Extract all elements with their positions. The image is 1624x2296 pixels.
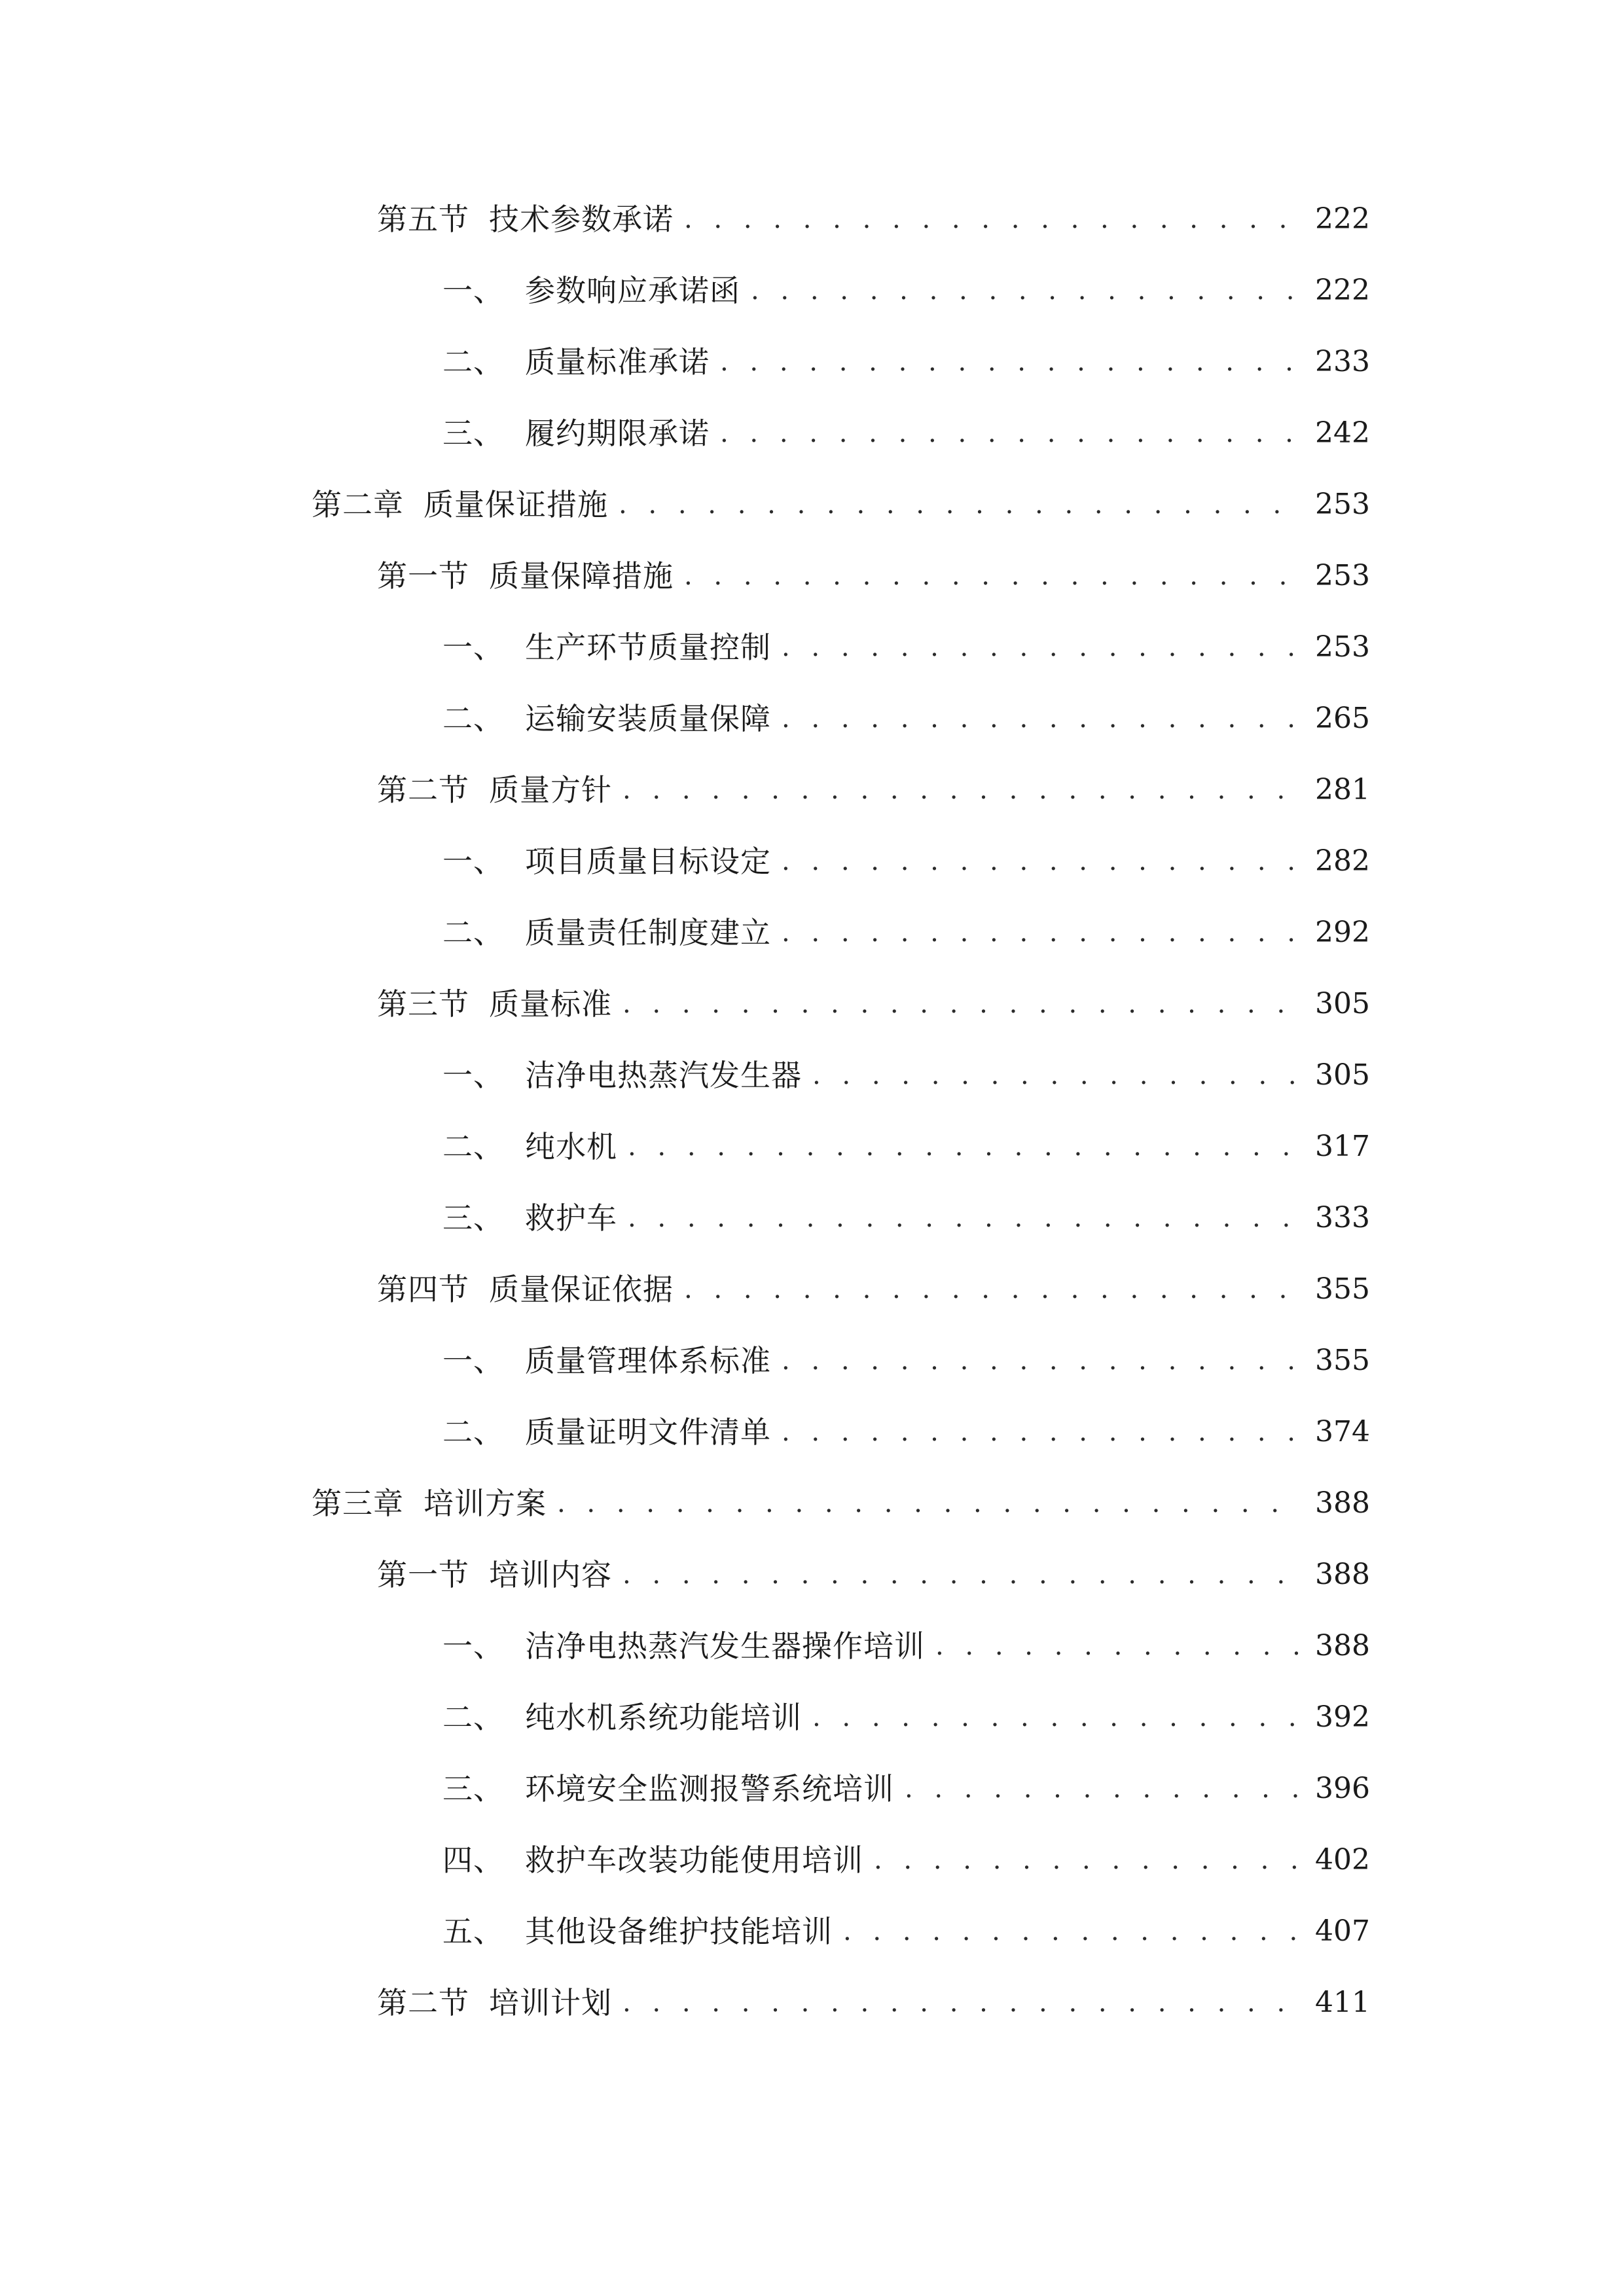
toc-entry-page-number: 281: [1315, 773, 1370, 806]
toc-entry-number: 第四节: [377, 1272, 469, 1307]
dot-leader: [782, 910, 1301, 956]
toc-entry-title: 技术参数承诺: [489, 202, 674, 237]
toc-entry-title: 培训内容: [489, 1557, 612, 1592]
toc-entry-page-number: 265: [1315, 702, 1370, 735]
toc-entry-title: 质量标准承诺: [525, 344, 710, 380]
toc-entry-page-number: 233: [1315, 345, 1370, 378]
dot-leader: [751, 268, 1301, 314]
toc-entry-number: 第三节: [377, 986, 469, 1022]
toc-entry-number: 一、: [442, 630, 504, 665]
dot-leader: [874, 1837, 1301, 1883]
toc-entry-number: 第二章: [312, 487, 404, 522]
dot-leader: [782, 624, 1301, 670]
toc-entry-number: 二、: [442, 344, 504, 380]
dot-leader: [619, 482, 1301, 528]
dot-leader: [720, 339, 1301, 385]
toc-entry-number: 一、: [442, 273, 504, 308]
toc-entry-section[interactable]: [377, 1980, 1370, 2026]
toc-entry-section[interactable]: [377, 553, 1370, 599]
toc-entry-page-number: 317: [1315, 1130, 1370, 1163]
toc-entry-page-number: 305: [1315, 987, 1370, 1020]
toc-entry-page-number: 333: [1315, 1201, 1370, 1234]
toc-entry-number: 二、: [442, 915, 504, 950]
toc-entry-subsection[interactable]: [442, 268, 1370, 314]
dot-leader: [720, 410, 1301, 456]
dot-leader: [935, 1623, 1301, 1669]
toc-entry-title: 质量责任制度建立: [525, 915, 771, 950]
toc-entry-title: 纯水机: [525, 1129, 617, 1164]
toc-entry-section[interactable]: [377, 1266, 1370, 1312]
toc-entry-title: 质量保障措施: [489, 558, 674, 594]
dot-leader: [684, 1266, 1301, 1312]
toc-entry-page-number: 396: [1315, 1772, 1370, 1805]
toc-entry-section[interactable]: [377, 196, 1370, 242]
toc-entry-page-number: 253: [1315, 559, 1370, 592]
toc-entry-subsection[interactable]: [442, 1409, 1370, 1455]
toc-entry-section[interactable]: [377, 981, 1370, 1027]
toc-entry-subsection[interactable]: [442, 1837, 1370, 1883]
toc-entry-title: 洁净电热蒸汽发生器: [525, 1058, 802, 1093]
toc-entry-title: 质量保证措施: [424, 487, 608, 522]
toc-entry-chapter[interactable]: [312, 482, 1370, 528]
toc-entry-number: 一、: [442, 844, 504, 879]
toc-entry-title: 项目质量目标设定: [525, 844, 771, 879]
toc-entry-number: 二、: [442, 1129, 504, 1164]
toc-entry-number: 第二节: [377, 1985, 469, 2020]
toc-entry-title: 纯水机系统功能培训: [525, 1700, 802, 1735]
toc-entry-title: 质量方针: [489, 772, 612, 808]
toc-entry-title: 生产环节质量控制: [525, 630, 771, 665]
toc-entry-number: 第五节: [377, 202, 469, 237]
dot-leader: [782, 696, 1301, 742]
toc-entry-title: 救护车: [525, 1200, 617, 1236]
dot-leader: [812, 1695, 1301, 1740]
dot-leader: [628, 1195, 1301, 1241]
toc-entry-title: 参数响应承诺函: [525, 273, 740, 308]
toc-entry-title: 质量保证依据: [489, 1272, 674, 1307]
toc-entry-subsection[interactable]: [442, 339, 1370, 385]
dot-leader: [684, 553, 1301, 599]
dot-leader: [623, 1552, 1301, 1598]
toc-entry-number: 五、: [442, 1914, 504, 1949]
toc-entry-subsection[interactable]: [442, 1766, 1370, 1812]
toc-entry-page-number: 355: [1315, 1344, 1370, 1377]
toc-entry-subsection[interactable]: [442, 1195, 1370, 1241]
toc-entry-number: 二、: [442, 1700, 504, 1735]
toc-entry-subsection[interactable]: [442, 1623, 1370, 1669]
toc-entry-page-number: 282: [1315, 844, 1370, 878]
toc-entry-number: 三、: [442, 1771, 504, 1806]
toc-entry-page-number: 305: [1315, 1058, 1370, 1092]
dot-leader: [782, 1409, 1301, 1455]
toc-entry-section[interactable]: [377, 1552, 1370, 1598]
dot-leader: [812, 1052, 1301, 1098]
toc-entry-number: 二、: [442, 1414, 504, 1450]
dot-leader: [684, 196, 1301, 242]
toc-entry-number: 第三章: [312, 1486, 404, 1521]
toc-entry-title: 质量证明文件清单: [525, 1414, 771, 1450]
toc-entry-subsection[interactable]: [442, 1052, 1370, 1098]
toc-entry-page-number: 392: [1315, 1700, 1370, 1734]
dot-leader: [782, 838, 1301, 884]
toc-entry-number: 一、: [442, 1628, 504, 1664]
toc-entry-number: 一、: [442, 1058, 504, 1093]
toc-entry-page-number: 253: [1315, 488, 1370, 521]
toc-entry-subsection[interactable]: [442, 838, 1370, 884]
toc-entry-title: 环境安全监测报警系统培训: [525, 1771, 894, 1806]
toc-entry-page-number: 253: [1315, 630, 1370, 664]
dot-leader: [623, 981, 1301, 1027]
toc-entry-number: 四、: [442, 1842, 504, 1878]
dot-leader: [628, 1124, 1301, 1170]
toc-entry-page-number: 388: [1315, 1629, 1370, 1662]
toc-entry-title: 履约期限承诺: [525, 416, 710, 451]
toc-entry-title: 质量管理体系标准: [525, 1343, 771, 1378]
toc-entry-title: 培训方案: [424, 1486, 547, 1521]
toc-entry-title: 培训计划: [489, 1985, 612, 2020]
toc-entry-title: 运输安装质量保障: [525, 701, 771, 736]
toc-entry-page-number: 402: [1315, 1843, 1370, 1876]
dot-leader: [843, 1909, 1301, 1954]
toc-entry-subsection[interactable]: [442, 410, 1370, 456]
dot-leader: [905, 1766, 1301, 1812]
toc-entry-chapter[interactable]: [312, 1480, 1370, 1526]
toc-entry-page-number: 388: [1315, 1558, 1370, 1591]
toc-entry-page-number: 355: [1315, 1272, 1370, 1306]
toc-entry-subsection[interactable]: [442, 1124, 1370, 1170]
dot-leader: [557, 1480, 1301, 1526]
toc-entry-page-number: 242: [1315, 416, 1370, 450]
toc-entry-page-number: 388: [1315, 1486, 1370, 1520]
toc-entry-number: 三、: [442, 1200, 504, 1236]
toc-entry-number: 二、: [442, 701, 504, 736]
toc-entry-page-number: 374: [1315, 1415, 1370, 1448]
toc-entry-page-number: 411: [1315, 1986, 1370, 2019]
toc-entry-page-number: 292: [1315, 916, 1370, 949]
toc-entry-subsection[interactable]: [442, 1338, 1370, 1384]
toc-entry-number: 第一节: [377, 1557, 469, 1592]
toc-entry-subsection[interactable]: [442, 624, 1370, 670]
toc-entry-section[interactable]: [377, 767, 1370, 813]
dot-leader: [782, 1338, 1301, 1384]
toc-entry-subsection[interactable]: [442, 910, 1370, 956]
toc-entry-title: 洁净电热蒸汽发生器操作培训: [525, 1628, 925, 1664]
toc-entry-subsection[interactable]: [442, 696, 1370, 742]
toc-entry-page-number: 222: [1315, 274, 1370, 307]
toc-entry-title: 其他设备维护技能培训: [525, 1914, 833, 1949]
dot-leader: [623, 1980, 1301, 2026]
toc-entry-page-number: 407: [1315, 1914, 1370, 1948]
toc-entry-subsection[interactable]: [442, 1695, 1370, 1740]
dot-leader: [623, 767, 1301, 813]
toc-entry-title: 救护车改装功能使用培训: [525, 1842, 863, 1878]
toc-entry-number: 一、: [442, 1343, 504, 1378]
toc-entry-number: 第一节: [377, 558, 469, 594]
toc-entry-number: 第二节: [377, 772, 469, 808]
toc-entry-page-number: 222: [1315, 202, 1370, 236]
toc-entry-title: 质量标准: [489, 986, 612, 1022]
toc-entry-subsection[interactable]: [442, 1909, 1370, 1954]
toc-entry-number: 三、: [442, 416, 504, 451]
